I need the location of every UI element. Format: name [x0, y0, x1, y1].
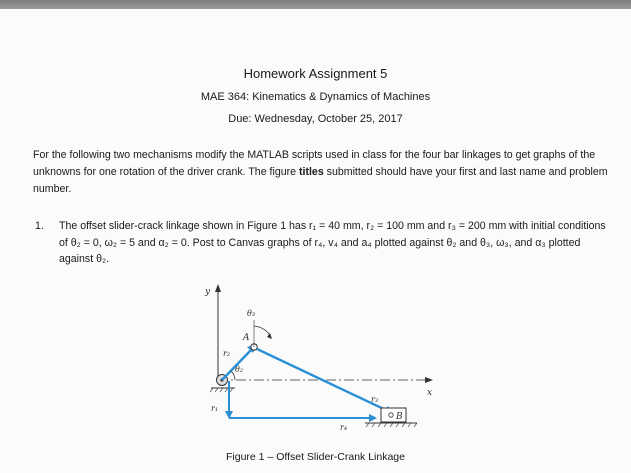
theta3-arrowhead	[267, 333, 272, 339]
y-axis-label: y	[205, 287, 211, 297]
problem-number: 1.	[35, 220, 44, 232]
theta2-label: θ₂	[235, 365, 244, 374]
x-axis-arrowhead	[425, 377, 433, 383]
course-name: MAE 364: Kinematics & Dynamics of Machines	[200, 91, 431, 103]
slider-ground-hatch	[366, 423, 417, 427]
figure-caption: Figure 1 – Offset Slider-Crank Linkage	[226, 451, 405, 463]
r2-label: r₂	[223, 349, 231, 358]
instructions-bold-word: titles	[298, 166, 324, 178]
instructions-text-2: submitted should have your first and last name and problem number.	[33, 166, 608, 195]
r4-arrowhead	[369, 414, 377, 422]
point-a-label: A	[243, 333, 250, 343]
point-b-label: B	[396, 412, 403, 422]
instructions-text-1: For the following two mechanisms modify the MATLAB scripts used in class for the four bar linkages to get graphs of the unknowns for one rotation of the driver crank. The figure	[33, 149, 596, 178]
r1-label: r₁	[211, 404, 219, 413]
r3-label: r₃	[371, 395, 379, 404]
y-axis-arrowhead	[215, 284, 221, 292]
slider-pin	[389, 413, 393, 417]
assignment-title: Homework Assignment 5	[243, 66, 388, 81]
top-edge-bar	[0, 0, 631, 9]
theta3-label: θ₃	[247, 309, 256, 318]
problem-text: The offset slider-crack linkage shown in Figure 1 has r₁ = 40 mm, r₂ = 100 mm and r₃ = 200 mm with initial conditions of θ₂ = 0, ω₂ = 5 and α₂ = 0. Post to Canvas graphs of r₄, v₄ and a₄ plotted against θ₂ and θ₃, ω₃, and α₃ plotted against θ₂.	[59, 220, 606, 265]
instructions-paragraph	[33, 147, 611, 198]
r4-label: r₄	[340, 423, 348, 432]
due-date: Due: Wednesday, October 25, 2017	[228, 113, 403, 125]
x-axis-label: x	[427, 388, 433, 398]
slider-crank-figure	[195, 280, 435, 445]
